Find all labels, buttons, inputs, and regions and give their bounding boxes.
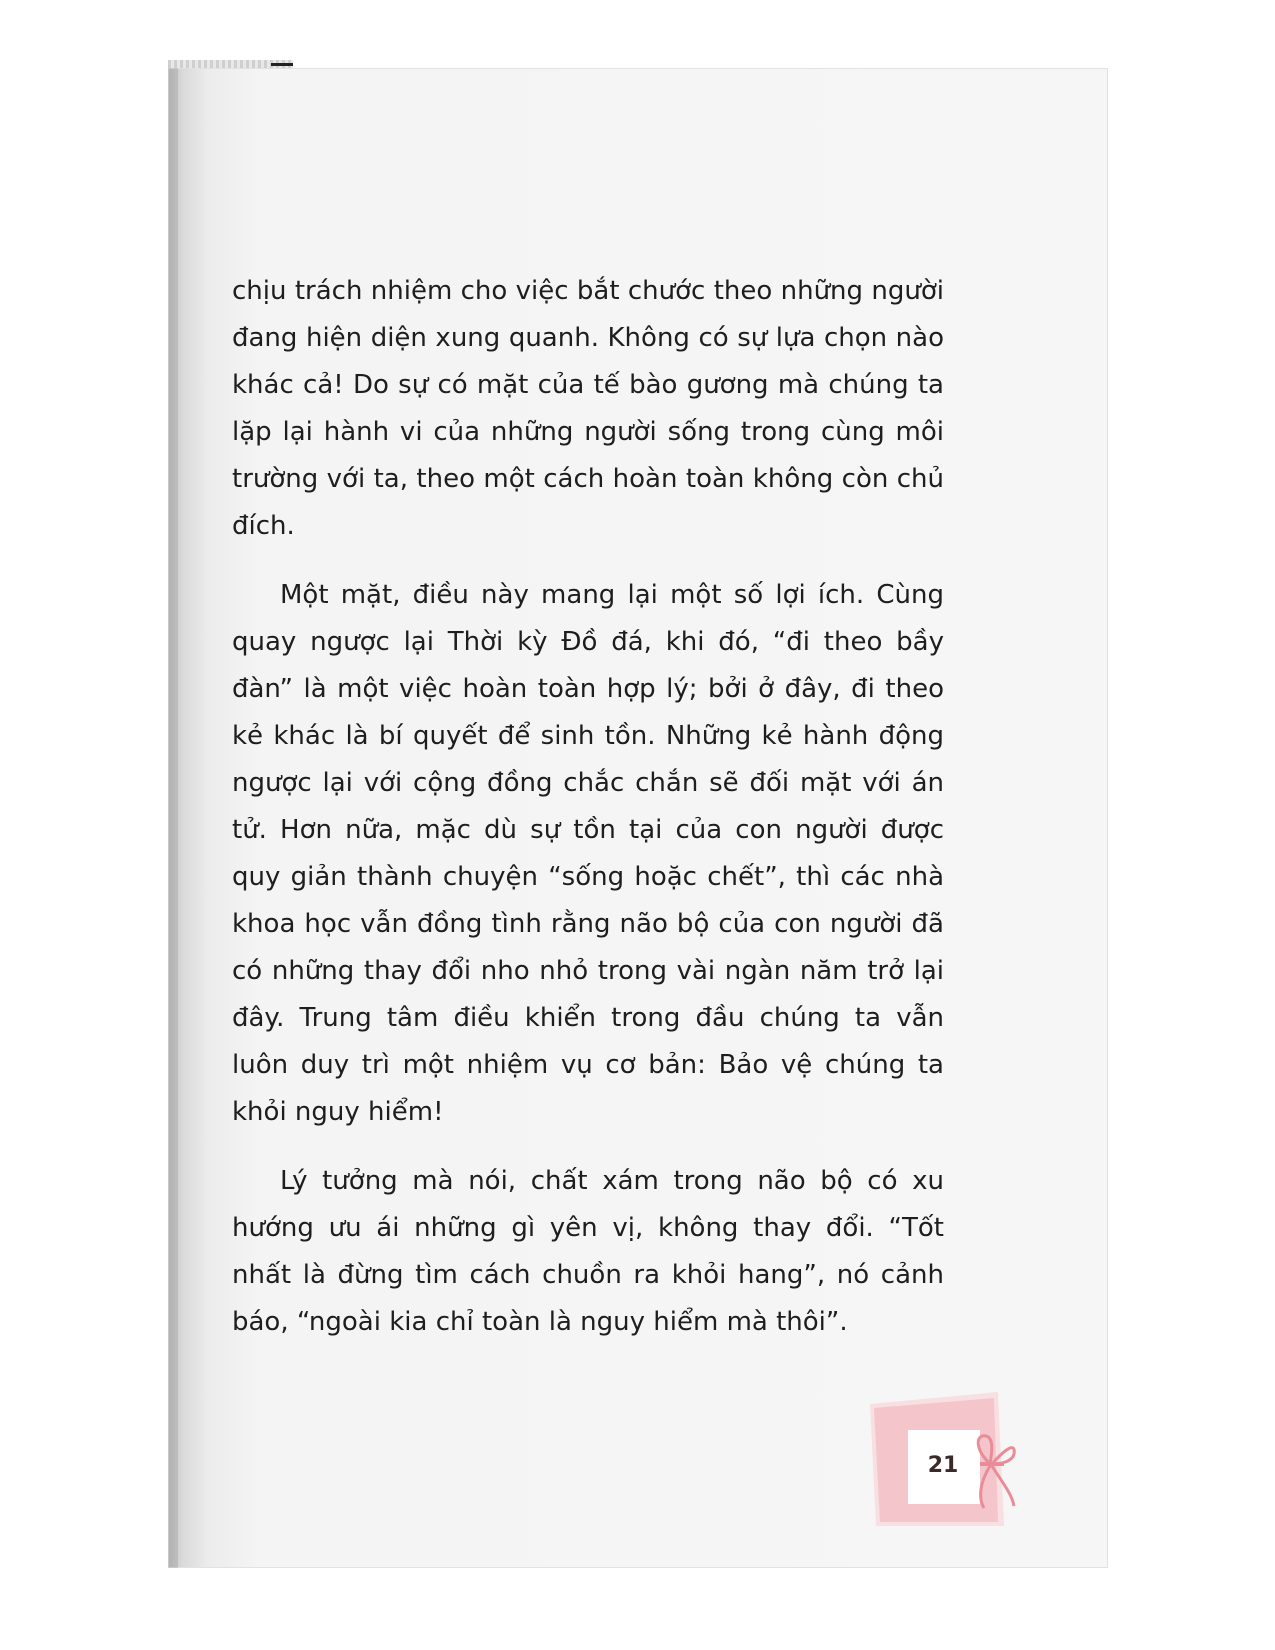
paragraph-3: Lý tưởng mà nói, chất xám trong não bộ có xu hướng ưu ái những gì yên vị, không thay đổi. “Tốt nhất là đừng tìm cách chuồn ra khỏi hang”, nó cảnh báo, “ngoài kia chỉ toàn là nguy hiểm mà thôi”. [232, 1166, 944, 1337]
body-text [232, 268, 944, 1368]
paragraph-1: chịu trách nhiệm cho việc bắt chước theo những người đang hiện diện xung quanh. Không có sự lựa chọn nào khác cả! Do sự có mặt của tế bào gương mà chúng ta lặp lại hành vi của những người sống trong cùng môi trường với ta, theo một cách hoàn toàn không còn chủ đích. [232, 276, 944, 541]
page-number: 21 [927, 1453, 959, 1478]
paragraph-2: Một mặt, điều này mang lại một số lợi ích. Cùng quay ngược lại Thời kỳ Đồ đá, khi đó, “đi theo bầy đàn” là một việc hoàn toàn hợp lý; bởi ở đây, đi theo kẻ khác là bí quyết để sinh tồn. Những kẻ hành động ngược lại với cộng đồng chắc chắn sẽ đối mặt với án tử. Hơn nữa, mặc dù sự tồn tại của con người được quy giản thành chuyện “sống hoặc chết”, thì các nhà khoa học vẫn đồng tình rằng não bộ của con người đã có những thay đổi nho nhỏ trong vài ngàn năm trở lại đây. Trung tâm điều khiển trong đầu chúng ta vẫn luôn duy trì một nhiệm vụ cơ bản: Bảo vệ chúng ta khỏi nguy hiểm! [232, 580, 944, 1127]
